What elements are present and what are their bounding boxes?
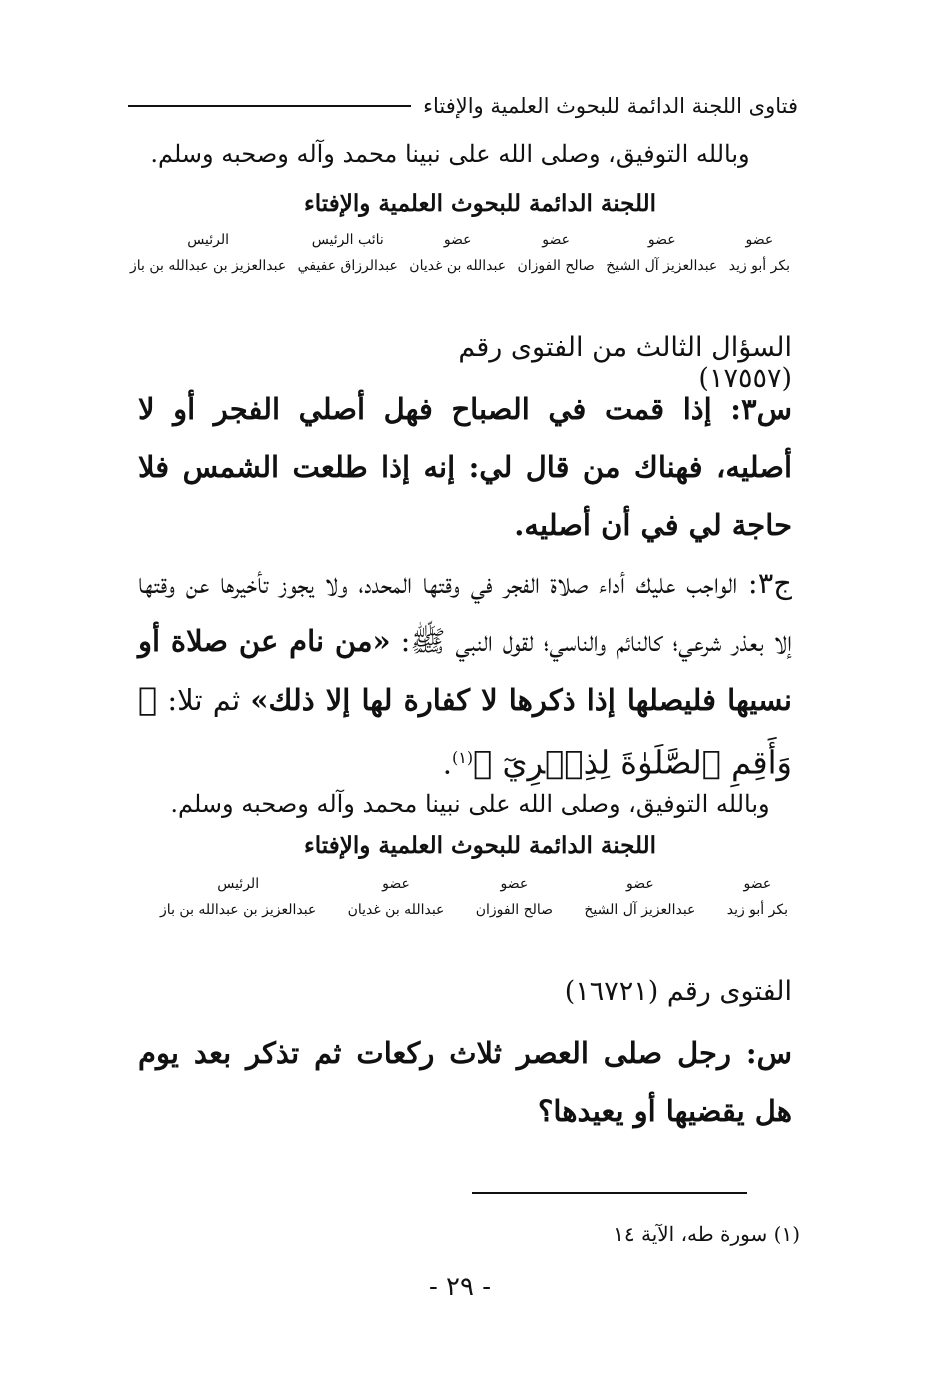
signatory <box>160 876 316 918</box>
signatory-name: بكر أبو زيد <box>728 258 790 274</box>
signatory-role: عضو <box>443 232 472 248</box>
signatory <box>584 876 695 918</box>
signatory-name: عبدالعزيز بن عبدالله بن باز <box>160 902 317 918</box>
signatory <box>727 876 788 918</box>
signatory-name: عبدالعزيز آل الشيخ <box>584 902 696 918</box>
header-rule <box>128 105 411 107</box>
closing-line-1: وبالله التوفيق، وصلى الله على نبينا محمد وآله وصحبه وسلم. <box>150 140 750 168</box>
running-header-title: فتاوى اللجنة الدائمة للبحوث العلمية والإفتاء <box>423 94 798 118</box>
signatory-name: عبدالعزيز آل الشيخ <box>606 258 718 274</box>
signatory-name: عبدالله بن غديان <box>409 258 507 274</box>
signatory-name: عبدالعزيز بن عبدالله بن باز <box>130 258 287 274</box>
signatory <box>409 232 506 274</box>
closing-line-2: وبالله التوفيق، وصلى الله على نبينا محمد وآله وصحبه وسلم. <box>170 790 770 818</box>
signatory-name: صالح الفوزان <box>475 902 554 918</box>
answer-text: ج٣: الواجب عليك أداء صلاة الفجر في وقتها المحدد، ولا يجوز تأخيرها عن وقتها إلا بعذر شرعي؛ كالنائم والناسي؛ لقول النبي ﷺ: <box>138 566 792 658</box>
signatory-name: عبدالرزاق عفيفي <box>297 258 398 274</box>
quran-verse: ﴿ وَأَقِمِ ٱلصَّلَوٰةَ لِذِكۡرِيٓ ﴾ <box>138 680 792 782</box>
fatwa-answer-1 <box>138 554 792 793</box>
signatory-name: عبدالله بن غديان <box>347 902 445 918</box>
fatwa-question-1: س٣: إذا قمت في الصباح فهل أصلي الفجر أو لا أصليه، فهناك من قال لي: إنه إذا طلعت الشمس فلا حاجة لي في أن أصليه. <box>138 392 792 542</box>
running-header <box>128 86 798 126</box>
signatory-role: نائب الرئيس <box>311 232 384 248</box>
signatory <box>130 232 286 274</box>
page-number: - ٢٩ - <box>428 1272 492 1302</box>
signatory <box>729 232 790 274</box>
answer-end: . <box>442 746 452 781</box>
footnote-rule <box>472 1192 747 1194</box>
signatory <box>348 876 445 918</box>
signatory-name: صالح الفوزان <box>517 258 595 274</box>
footnote-marker: (١) <box>452 748 474 767</box>
fatwa-heading-2: الفتوى رقم (١٦٧٢١) <box>564 976 792 1007</box>
signatory <box>298 232 398 274</box>
signatory-role: عضو <box>647 232 676 248</box>
signatures-2 <box>160 876 788 918</box>
signatory-name: بكر أبو زيد <box>726 902 788 918</box>
footnote: (١) سورة طه، الآية ١٤ <box>613 1222 800 1246</box>
signatory <box>518 232 595 274</box>
signatory-role: الرئيس <box>217 876 260 892</box>
signatory <box>606 232 717 274</box>
signatory <box>476 876 553 918</box>
committee-name-2: اللجنة الدائمة للبحوث العلمية والإفتاء <box>303 832 657 859</box>
signatory-role: عضو <box>382 876 410 892</box>
signatory-role: عضو <box>500 876 529 892</box>
fatwa-heading-1: السؤال الثالث من الفتوى رقم (١٧٥٥٧) <box>458 332 792 394</box>
signatures-1 <box>130 232 790 274</box>
signatory-role: عضو <box>626 876 654 892</box>
signatory-role: الرئيس <box>187 232 230 248</box>
answer-text-cont: ثم تلا: <box>157 683 251 717</box>
hadith-quote: «من نام عن صلاة أو نسيها فليصلها إذا ذكرها لا كفارة لها إلا ذلك» <box>138 624 793 717</box>
signatory-role: عضو <box>743 876 772 892</box>
committee-name-1: اللجنة الدائمة للبحوث العلمية والإفتاء <box>303 190 657 217</box>
fatwa-question-2: س: رجل صلى العصر ثلاث ركعات ثم تذكر بعد يوم هل يقضيها أو يعيدها؟ <box>138 1036 792 1128</box>
signatory-role: عضو <box>542 232 571 248</box>
signatory-role: عضو <box>745 232 774 248</box>
